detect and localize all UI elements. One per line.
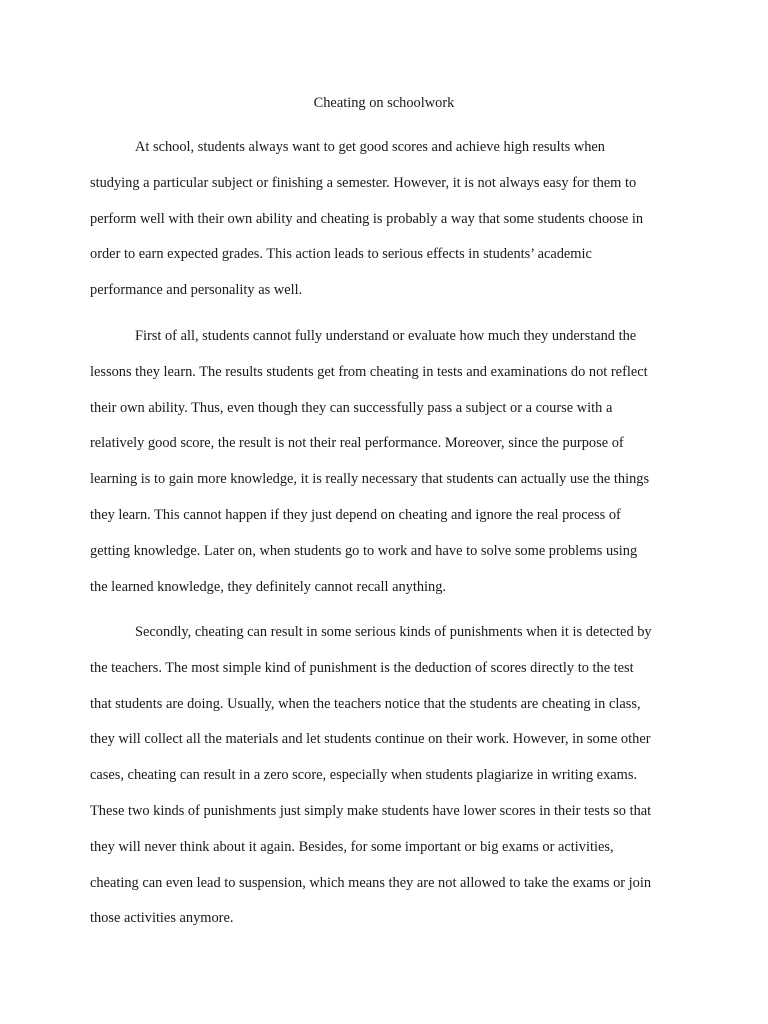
paragraph-line: that students are doing. Usually, when the teachers notice that the students are cheating in class, [90,695,641,712]
paragraph-first-point [90,319,682,605]
paragraph-line: First of all, students cannot fully understand or evaluate how much they understand the [135,328,637,344]
paragraph-line: they learn. This cannot happen if they just depend on cheating and ignore the real process of [90,506,621,523]
paragraph-line: their own ability. Thus, even though they can successfully pass a subject or a course with a [90,399,613,416]
paragraph-line: Secondly, cheating can result in some serious kinds of punishments when it is detected by [135,624,652,640]
paragraph-second-point [90,615,682,937]
paragraph-line: learning is to gain more knowledge, it is really necessary that students can actually use the things [90,471,650,488]
paragraph-line: they will never think about it again. Besides, for some important or big exams or activities, [90,838,614,855]
paragraph-line: performance and personality as well. [90,282,303,299]
paragraph-line: cases, cheating can result in a zero score, especially when students plagiarize in writing exams. [90,767,638,784]
paragraph-line: studying a particular subject or finishing a semester. However, it is not always easy for them to [90,174,637,191]
paragraph-line: the learned knowledge, they definitely cannot recall anything. [90,578,447,595]
paragraph-line: getting knowledge. Later on, when students go to work and have to solve some problems using [90,542,638,559]
paragraph-line: lessons they learn. The results students get from cheating in tests and examinations do not reflect [90,363,648,380]
paragraph-line: the teachers. The most simple kind of punishment is the deduction of scores directly to the test [90,659,634,676]
paragraph-line: those activities anymore. [90,910,234,927]
paragraph-line: they will collect all the materials and let students continue on their work. However, in some other [90,731,651,748]
paragraph-line: At school, students always want to get good scores and achieve high results when [135,139,605,155]
paragraph-introduction [90,130,682,309]
paragraph-line: cheating can even lead to suspension, which means they are not allowed to take the exams or join [90,874,652,891]
paragraph-line: relatively good score, the result is not their real performance. Moreover, since the purpose of [90,435,624,452]
paragraph-line: perform well with their own ability and cheating is probably a way that some students choose in [90,210,644,227]
document-title: Cheating on schoolwork [313,95,455,111]
paragraph-line: These two kinds of punishments just simply make students have lower scores in their tests so that [90,802,652,819]
paragraph-line: order to earn expected grades. This action leads to serious effects in students’ academic [90,246,592,263]
